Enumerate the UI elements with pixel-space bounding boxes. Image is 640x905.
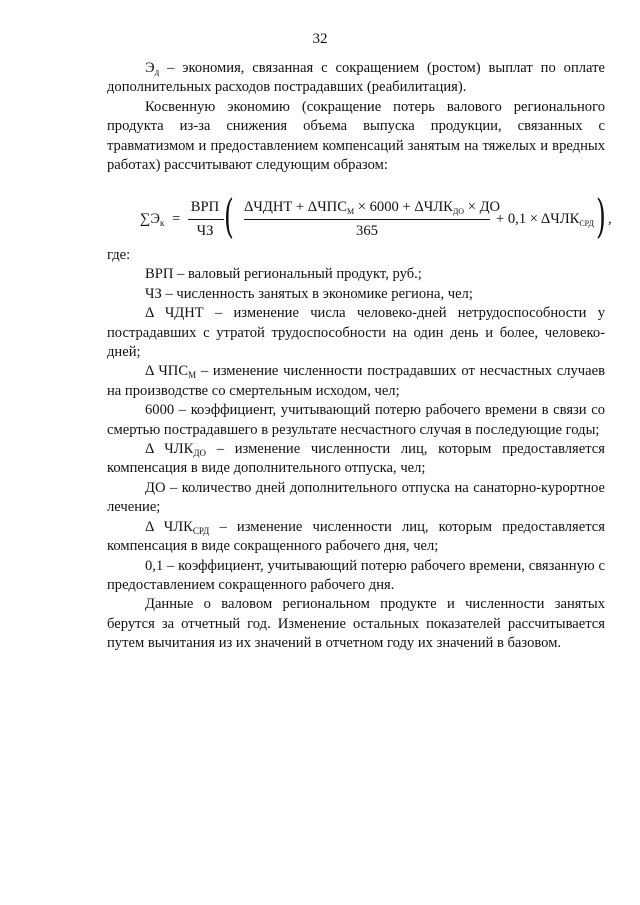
def-do: ДО – количество дней дополнительного отпуска на санаторно-курортное лечение;: [107, 479, 605, 516]
left-paren: (: [224, 189, 234, 243]
formula-comma: ,: [608, 211, 612, 227]
def-coef-01: 0,1 – коэффициент, учитывающий потерю рабочего времени, связанную с предоставлением сокращенного рабочего дня.: [107, 557, 605, 593]
def-vrp: ВРП – валовый региональный продукт, руб.;: [145, 266, 422, 283]
symbol-ed-sub: д: [154, 67, 160, 77]
def-chlk-do: Δ $ЧЛК_{ДО}$ – изменение численности лиц, которым предоставляется компенсация в виде дополнительного отпуска, чел;: [107, 441, 605, 477]
formula-lhs: $\sum Э_к$: [140, 211, 165, 228]
formula-chz: ЧЗ: [196, 223, 214, 239]
fraction-bar-vrp-chz: [188, 219, 224, 220]
formula-numerator: ΔЧДНТ + $\Delta ЧПС_М \times 6000 + \Delta ЧЛК_{ДО}$ × ДО: [244, 199, 501, 216]
formula-tail: + $0,1 \times \Delta ЧЛК_{СРД}$: [496, 211, 594, 228]
paragraph-indirect-economy: Косвенную экономию (сокращение потерь валового регионального продукта из-за снижения объема выпуска продукции, связанных с травматизмом и предоставлением компенсаций занятым на тяжелых и вредных работах) рассчитывают следующим образом:: [107, 98, 605, 174]
def-coef-6000: 6000 – коэффициент, учитывающий потерю рабочего времени в связи со смертью пострадавшего в результате несчастного случая в последующие годы;: [107, 402, 605, 438]
page-number: 32: [312, 31, 328, 47]
def-chlk-srd: Δ $ЧЛК_{СРД}$ – изменение численности лиц, которым предоставляется компенсация в виде сокращенного рабочего дня, чел;: [107, 518, 605, 555]
formula-vrp: ВРП: [190, 199, 220, 215]
def-chdnt: Δ ЧДНТ – изменение числа человеко-дней нетрудоспособности у пострадавших с утратой трудоспособности на один день и более, человеко-дней;: [107, 305, 605, 361]
intro-section: [107, 59, 605, 175]
definitions-section: [107, 246, 605, 654]
formula: [140, 188, 620, 250]
closing-paragraph: Данные о валовом региональном продукте и численности занятых берутся за отчетный год. Изменение остальных показателей рассчитывается путем вычитания из их значений в отчетном году их значений в базовом.: [107, 596, 605, 652]
def-chz: ЧЗ – численность занятых в экономике региона, чел;: [145, 285, 473, 302]
fraction-bar-main: [244, 219, 490, 220]
formula-equals: =: [172, 211, 181, 227]
symbol-ed: Э: [145, 60, 155, 76]
right-paren: ): [596, 189, 606, 243]
def-chps: Δ $ЧПС_М$ – изменение численности пострадавших от несчастных случаев на производстве со смертельным исходом, чел;: [107, 363, 605, 399]
ed-definition-text: – экономия, связанная с сокращением (ростом) выплат по оплате дополнительных расходов пострадавших (реабилитация).: [107, 60, 605, 96]
paragraph-ed-definition: [107, 59, 605, 98]
where-label: где:: [107, 247, 131, 263]
formula-denominator: 365: [356, 223, 378, 239]
